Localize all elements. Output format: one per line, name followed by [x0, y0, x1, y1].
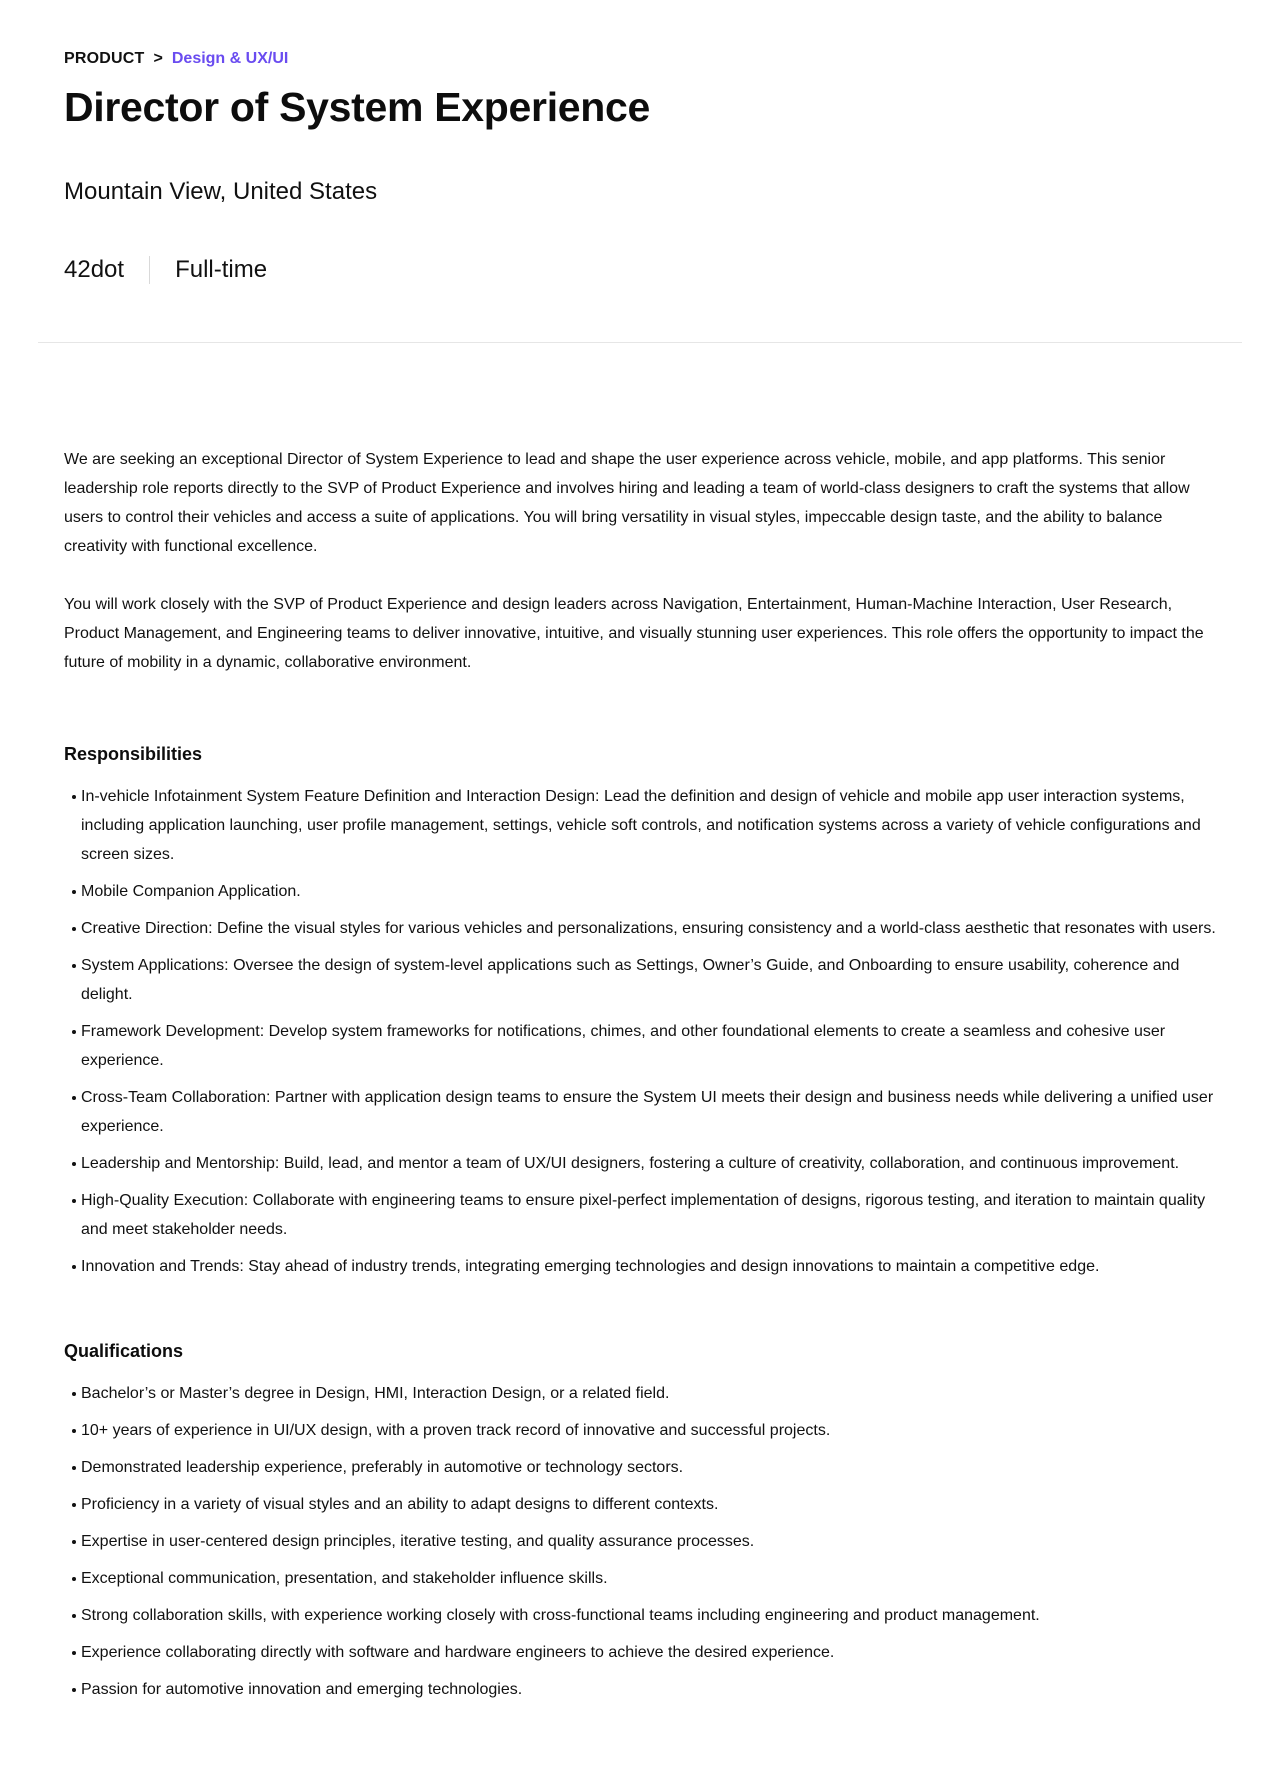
intro-paragraph: We are seeking an exceptional Director of System Experience to lead and shape the user experience across vehicle, mobile, and app platforms. This senior leadership role reports directly to the SVP of Product Experience and involves hiring and leading a team of world-class designers to craft the systems that allow users to control their vehicles and access a suite of applications. You will bring versatility in visual styles, impeccable design taste, and the ability to balance creativity with functional excellence. — [64, 451, 1190, 555]
job-title: Director of System Experience — [64, 84, 651, 130]
list-item: Bachelor’s or Master’s degree in Design, HMI, Interaction Design, or a related field. — [64, 1379, 1216, 1408]
intro-section — [64, 445, 1216, 677]
list-item: Demonstrated leadership experience, preferably in automotive or technology sectors. — [64, 1453, 1216, 1482]
job-header — [0, 0, 1280, 343]
list-item: Passion for automotive innovation and emerging technologies. — [64, 1675, 1216, 1704]
list-item: In-vehicle Infotainment System Feature Definition and Interaction Design: Lead the definition and design of vehicle and mobile app user interaction systems, including application launching, user profile management, settings, vehicle soft controls, and notification systems across a variety of vehicle configurations and screen sizes. — [64, 782, 1216, 869]
job-location: Mountain View, United States — [64, 178, 378, 205]
list-item: 10+ years of experience in UI/UX design, with a proven track record of innovative and successful projects. — [64, 1416, 1216, 1445]
list-item: Creative Direction: Define the visual styles for various vehicles and personalizations, ensuring consistency and a world-class aesthetic that resonates with users. — [64, 914, 1216, 943]
employment-type: Full-time — [175, 256, 268, 283]
list-item: Exceptional communication, presentation, and stakeholder influence skills. — [64, 1564, 1216, 1593]
breadcrumb — [64, 48, 1216, 70]
qualifications-section — [64, 1339, 1216, 1704]
responsibilities-list — [64, 782, 1216, 1281]
list-item: Framework Development: Develop system frameworks for notifications, chimes, and other foundational elements to create a seamless and cohesive user experience. — [64, 1017, 1216, 1075]
company-name: 42dot — [64, 256, 125, 283]
list-item: Expertise in user-centered design principles, iterative testing, and quality assurance processes. — [64, 1527, 1216, 1556]
qualifications-list — [64, 1379, 1216, 1704]
breadcrumb-root-link[interactable]: PRODUCT — [64, 50, 145, 67]
responsibilities-section — [64, 742, 1216, 1281]
list-item: High-Quality Execution: Collaborate with engineering teams to ensure pixel-perfect implementation of designs, rigorous testing, and iteration to maintain quality and meet stakeholder needs. — [64, 1186, 1216, 1244]
job-meta — [64, 254, 1216, 286]
responsibilities-heading: Responsibilities — [64, 744, 203, 764]
intro-paragraph: You will work closely with the SVP of Product Experience and design leaders across Navigation, Entertainment, Human-Machine Interaction, User Research, Product Management, and Engineering teams to deliver innovative, intuitive, and visually stunning user experiences. This role offers the opportunity to impact the future of mobility in a dynamic, collaborative environment. — [64, 596, 1204, 671]
list-item: Strong collaboration skills, with experience working closely with cross-functional teams including engineering and product management. — [64, 1601, 1216, 1630]
breadcrumb-current-link[interactable]: Design & UX/UI — [171, 50, 289, 67]
meta-divider — [149, 256, 150, 284]
list-item: Proficiency in a variety of visual styles and an ability to adapt designs to different contexts. — [64, 1490, 1216, 1519]
list-item: System Applications: Oversee the design of system-level applications such as Settings, Owner’s Guide, and Onboarding to ensure usability, coherence and delight. — [64, 951, 1216, 1009]
qualifications-heading: Qualifications — [64, 1341, 184, 1361]
header-divider — [38, 342, 1242, 343]
list-item: Leadership and Mentorship: Build, lead, and mentor a team of UX/UI designers, fostering a culture of creativity, collaboration, and continuous improvement. — [64, 1149, 1216, 1178]
job-description — [0, 445, 1280, 1704]
list-item: Cross-Team Collaboration: Partner with application design teams to ensure the System UI meets their design and business needs while delivering a unified user experience. — [64, 1083, 1216, 1141]
list-item: Experience collaborating directly with software and hardware engineers to achieve the desired experience. — [64, 1638, 1216, 1667]
list-item: Mobile Companion Application. — [64, 877, 1216, 906]
list-item: Innovation and Trends: Stay ahead of industry trends, integrating emerging technologies and design innovations to maintain a competitive edge. — [64, 1252, 1216, 1281]
breadcrumb-separator: > — [153, 50, 163, 67]
